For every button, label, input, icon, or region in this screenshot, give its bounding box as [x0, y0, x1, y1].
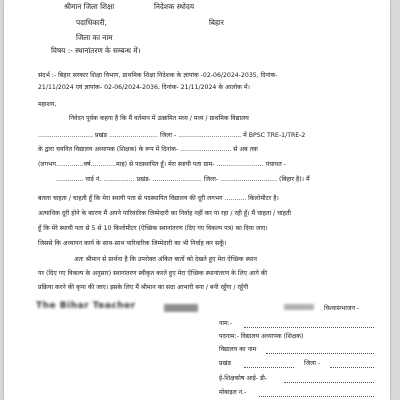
header-line1-a: श्रीमान जिला शिक्षा [64, 2, 115, 11]
field-block-line [244, 367, 294, 368]
field-school-line [266, 353, 374, 354]
body-line-6: बतला चाहता / चाहती हूँ कि मेरा स्थायी पता से पदस्थापित विद्यालय की दूरी लगभग ........... किलोमीटर है। [38, 195, 279, 202]
field-mobile-line [259, 396, 374, 397]
body-line-5: .............. वार्ड नं. ................ प्रखंड- ......................... जिला- ............................. (बिहार है)। मैं [56, 176, 310, 183]
body-line-9: जिससे कि अध्यापन कार्य के साथ-साथ पारिवारिक जिम्मेदारी का भी निर्वाह कर सकूँ। [38, 240, 227, 247]
field-eshikshakosh-label: ई-शिक्षकोष आई- डी- [219, 375, 268, 382]
body-line-11: पर (दिए गए विकल्प के अनुसार) स्थानांतरण स्वीकृत करते हुए मेरा ऐच्छिक स्थानांतरण के लिए आगे की [38, 270, 268, 277]
body-line-3: के द्वारा चयनित विद्यालय अध्यापक (शिक्षक) के रूप में दिनांक- .......................... से अब तक [38, 146, 258, 153]
body-line-7: अत्याधिक दूरी होने के कारण मैं अपने पारिवारिक जिम्मेदारी का निर्वाह नहीं कर पा रहा / रही हूँ। मैं चाहता / चाहती [38, 210, 292, 217]
field-district-line [330, 367, 374, 368]
field-name-label: नाम:- [219, 320, 233, 327]
redacted-text: The Bihar Teacher [36, 301, 136, 311]
body-line-8: हूँ कि मेरे स्थायी पता से 5 से 10 किलोमीटर (ऐच्छिक स्थानांतरण (दिए गए विकल्प पत्र) का दिया जाए। [38, 225, 268, 232]
reference-line-1: संदर्भ :- बिहार सरकार शिक्षा विभाग, प्राथमिक शिक्षा निदेशक के ज्ञापांक -02-06/2024-2035, दिनांक- [38, 72, 278, 79]
subject-line: विषय :- स्थानांतरण के सम्बन्ध में। [51, 46, 141, 55]
body-line-12: प्रक्रिया करने की कृपा की जाए। इसके लिए मैं श्रीमान का सदा आभारी बना / बनी रहूँगा / रहूँगी [38, 284, 249, 291]
letter-page [4, 0, 390, 400]
redacted-block-1 [164, 304, 198, 312]
field-school-label: विद्यालय का नाम [219, 346, 257, 353]
body-line-1: निवेदन पूर्वक कहना है कि मैं वर्तमान में उत्क्रमित मध्य / मध्य / प्राथमिक विद्यालय [69, 115, 249, 122]
salutation: महाशय, [38, 101, 57, 108]
body-line-10: अतः श्रीमान से प्रार्थना है कि उपरोक्त अंकित बातों को देखते हुए मेरा ऐच्छिक स्थान [74, 256, 257, 263]
field-block-label: प्रखंड [219, 360, 231, 367]
field-eshikshakosh-line [284, 382, 374, 383]
body-line-4: (लगभग..............वर्ष.............माह) से पदस्थापित हूँ। मेरा स्थायी पता ग्राम- ........................ पंचायत - [38, 161, 286, 168]
reference-line-2: 21/11/2024 एवं ज्ञापांक- 02-06/2024-2036, दिनांक- 21/11/2024 के आलोक में। [38, 84, 250, 91]
field-mobile-label: मोबाइल न.- [219, 389, 247, 396]
header-line3: जिला का नाम [76, 33, 113, 42]
redacted-block-2 [284, 304, 314, 310]
header-line1-b: निदेशक स्थोदय [154, 2, 195, 11]
header-line2-b: बिहार [209, 18, 224, 27]
field-designation-label: पदनाम:- विद्यालय अध्यापक (शिक्षक) [219, 333, 304, 340]
closing: विश्वासभाजन - [324, 305, 360, 312]
body-line-2: ............................ प्रखंड ......................... जिला - ................................ में BPSC TRE-1/TRE-2 [38, 132, 306, 139]
header-line2-a: पदाधिकारी, [76, 18, 107, 27]
field-name-line [244, 327, 374, 328]
field-district-label: जिला - [304, 360, 321, 367]
